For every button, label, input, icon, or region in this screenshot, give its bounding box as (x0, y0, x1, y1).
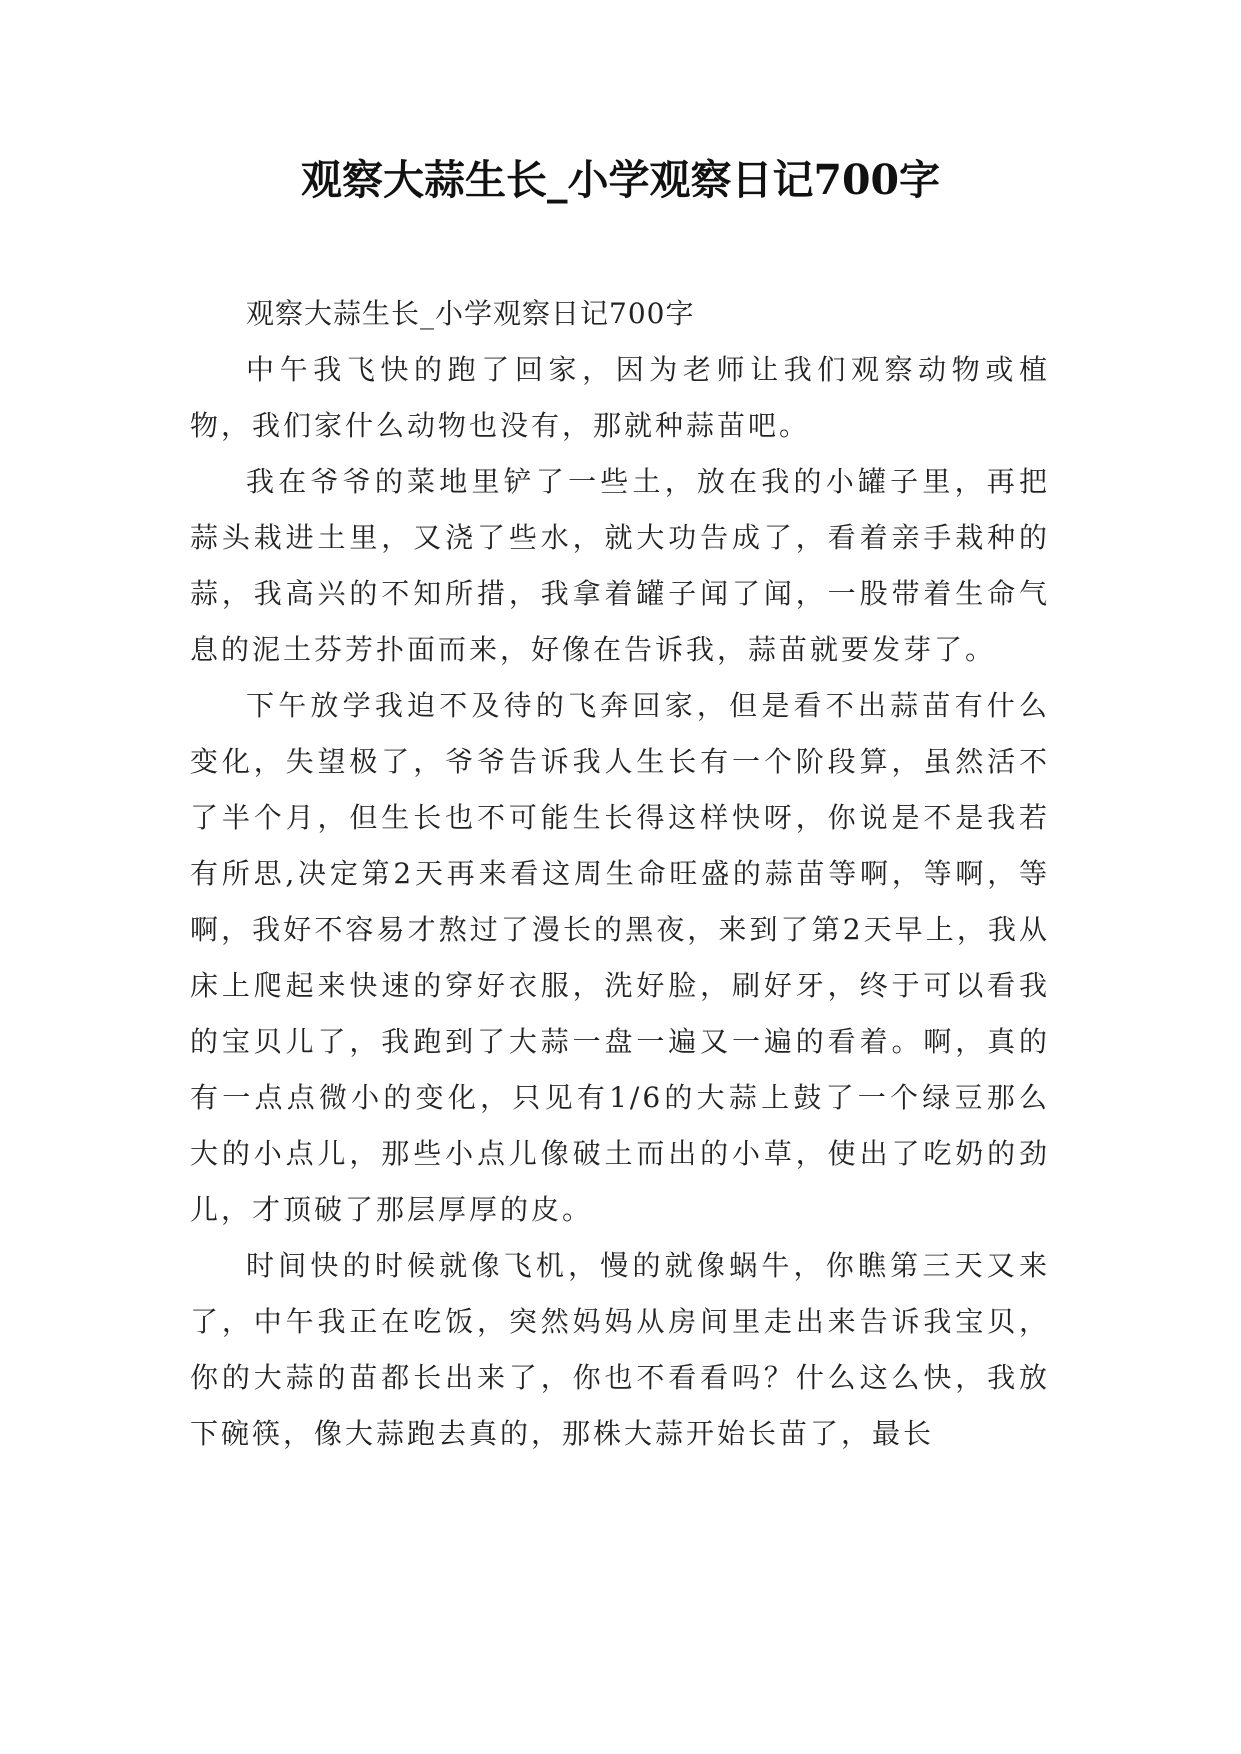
paragraph-2: 我在爷爷的菜地里铲了一些土，放在我的小罐子里，再把蒜头栽进土里，又浇了些水，就大功告成了，看着亲手栽种的蒜，我高兴的不知所措，我拿着罐子闻了闻，一股带着生命气息的泥土芬芳扑面而来，好像在告诉我，蒜苗就要发芽了。 (190, 465, 1050, 666)
document-body (190, 286, 1050, 1462)
paragraph-1: 中午我飞快的跑了回家，因为老师让我们观察动物或植物，我们家什么动物也没有，那就种蒜苗吧。 (190, 353, 1050, 442)
document-title: 观察大蒜生长_小学观察日记700字 (300, 156, 941, 204)
paragraph-4: 时间快的时候就像飞机，慢的就像蜗牛，你瞧第三天又来了，中午我正在吃饭，突然妈妈从房间里走出来告诉我宝贝，你的大蒜的苗都长出来了，你也不看看吗？什么这么快，我放下碗筷，像大蒜跑去真的，那株大蒜开始长苗了，最长 (190, 1249, 1050, 1450)
document-subtitle: 观察大蒜生长_小学观察日记700字 (246, 297, 695, 330)
paragraph-3: 下午放学我迫不及待的飞奔回家，但是看不出蒜苗有什么变化，失望极了，爷爷告诉我人生长有一个阶段算，虽然活不了半个月，但生长也不可能生长得这样快呀，你说是不是我若有所思,决定第2天再来看这周生命旺盛的蒜苗等啊，等啊，等啊，我好不容易才熬过了漫长的黑夜，来到了第2天早上，我从床上爬起来快速的穿好衣服，洗好脸，刷好牙，终于可以看我的宝贝儿了，我跑到了大蒜一盘一遍又一遍的看着。啊，真的有一点点微小的变化，只见有1/6的大蒜上鼓了一个绿豆那么大的小点儿，那些小点儿像破土而出的小草，使出了吃奶的劲儿，才顶破了那层厚厚的皮。 (190, 689, 1050, 1226)
